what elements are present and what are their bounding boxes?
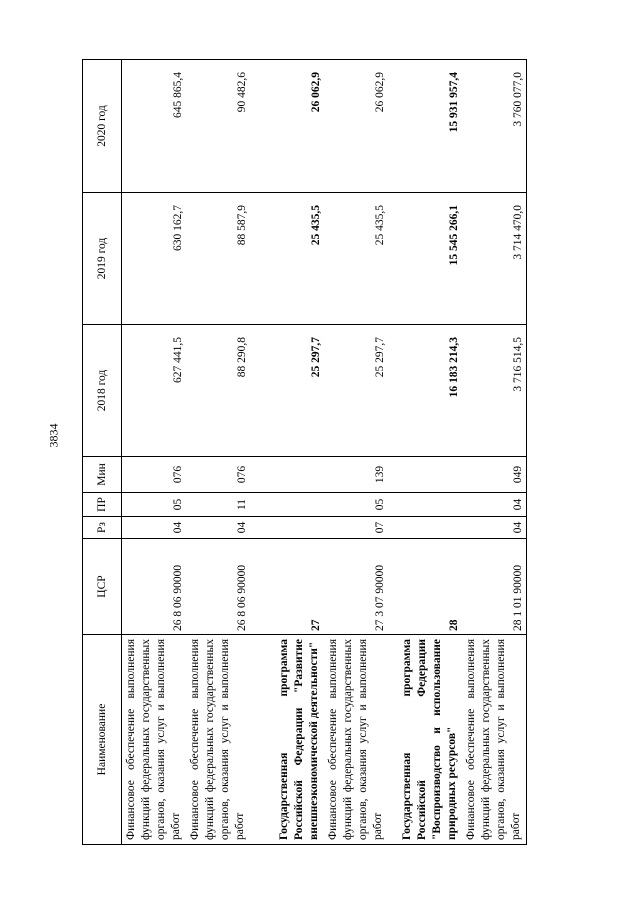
header-csr: ЦСР: [83, 539, 122, 635]
row-2020: 645 865,4: [122, 60, 187, 193]
page-number: 3834: [46, 423, 61, 448]
row-csr: 27 3 07 90000: [324, 539, 388, 635]
table-row: [250, 60, 324, 845]
row-2018: 88 290,8: [186, 325, 250, 457]
row-csr: 28 1 01 90000: [462, 539, 527, 635]
row-name: Финансовое обеспечение выполнения функций федеральных государственных органов, оказания услуг и выполнения работ: [324, 635, 388, 845]
row-2020: 3 760 077,0: [462, 60, 527, 193]
row-2018: 16 183 214,3: [388, 325, 462, 457]
row-name: Финансовое обеспечение выполнения функций федеральных государственных органов, оказания услуг и выполнения работ: [186, 635, 250, 845]
row-name: Государственная программа Российской Федерации "Воспроизводство и использование природных ресурсов": [388, 635, 462, 845]
row-pr: 04: [462, 493, 527, 517]
table-row: [186, 60, 250, 845]
row-2018: 25 297,7: [324, 325, 388, 457]
row-rz: 07: [324, 517, 388, 539]
header-name: Наименование: [83, 635, 122, 845]
row-pr: 05: [122, 493, 187, 517]
row-name: Финансовое обеспечение выполнения функций федеральных государственных органов, оказания услуг и выполнения работ: [462, 635, 527, 845]
row-min: [388, 457, 462, 493]
row-pr: [388, 493, 462, 517]
header-pr: ПР: [83, 493, 122, 517]
header-min: Мин: [83, 457, 122, 493]
row-min: [250, 457, 324, 493]
row-2020: 26 062,9: [250, 60, 324, 193]
table-row: [388, 60, 462, 845]
row-rz: [388, 517, 462, 539]
row-name: Финансовое обеспечение выполнения функций федеральных государственных органов, оказания услуг и выполнения работ: [122, 635, 187, 845]
table-row: [462, 60, 527, 845]
budget-table-sheet: [82, 60, 590, 845]
row-name: Государственная программа Российской Федерации "Развитие внешнеэкономической деятельности": [250, 635, 324, 845]
header-rz: Рз: [83, 517, 122, 539]
budget-table: [82, 59, 527, 845]
row-csr: 27: [250, 539, 324, 635]
header-2020: 2020 год: [83, 60, 122, 193]
row-2019: 88 587,9: [186, 193, 250, 325]
row-2020: 15 931 957,4: [388, 60, 462, 193]
table-row: [324, 60, 388, 845]
row-2019: 25 435,5: [250, 193, 324, 325]
row-2020: 26 062,9: [324, 60, 388, 193]
row-2019: 3 714 470,0: [462, 193, 527, 325]
row-2018: 627 441,5: [122, 325, 187, 457]
row-min: 076: [122, 457, 187, 493]
row-2019: 15 545 266,1: [388, 193, 462, 325]
table-header-row: [83, 60, 122, 845]
row-pr: [250, 493, 324, 517]
row-2020: 90 482,6: [186, 60, 250, 193]
row-csr: 28: [388, 539, 462, 635]
row-csr: 26 8 06 90000: [186, 539, 250, 635]
table-row: [122, 60, 187, 845]
row-pr: 05: [324, 493, 388, 517]
row-rz: 04: [122, 517, 187, 539]
row-rz: 04: [186, 517, 250, 539]
row-2019: 25 435,5: [324, 193, 388, 325]
row-2018: 3 716 514,5: [462, 325, 527, 457]
header-2018: 2018 год: [83, 325, 122, 457]
header-2019: 2019 год: [83, 193, 122, 325]
row-pr: 11: [186, 493, 250, 517]
row-min: 076: [186, 457, 250, 493]
row-2019: 630 162,7: [122, 193, 187, 325]
row-2018: 25 297,7: [250, 325, 324, 457]
row-min: 139: [324, 457, 388, 493]
row-rz: [250, 517, 324, 539]
row-csr: 26 8 06 90000: [122, 539, 187, 635]
row-min: 049: [462, 457, 527, 493]
row-rz: 04: [462, 517, 527, 539]
